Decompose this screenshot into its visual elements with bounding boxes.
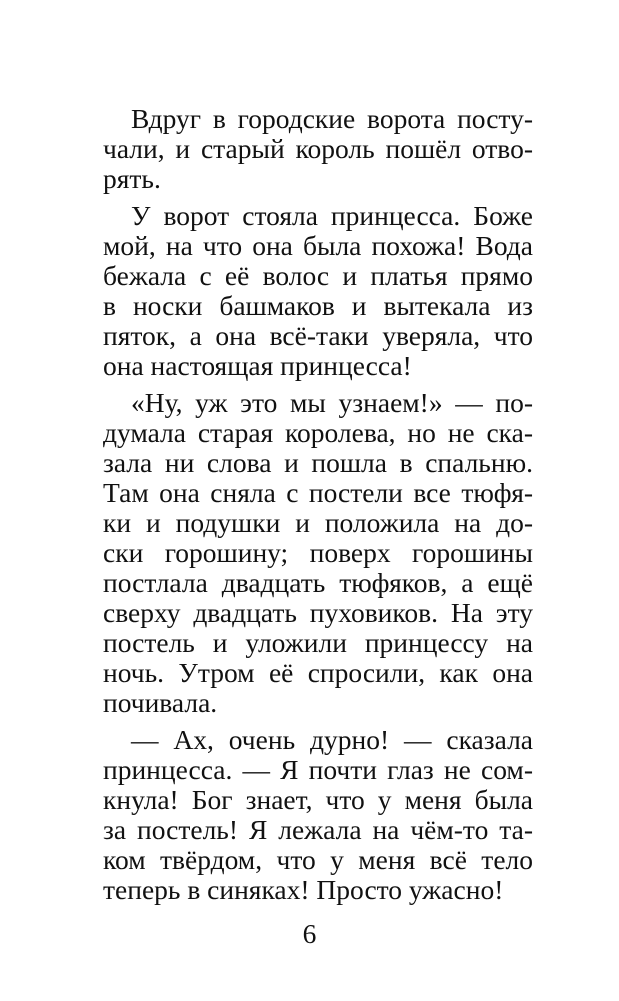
text-line: — Ах, очень дурно! — сказала bbox=[131, 724, 533, 755]
text-line: бежала с её волос и платья прямо bbox=[103, 260, 533, 291]
text-line: ком твёрдом, что у меня всё тело bbox=[103, 844, 533, 875]
text-line: она настоящая принцесса! bbox=[103, 350, 412, 381]
text-line: кнула! Бог знает, что у меня была bbox=[103, 784, 533, 815]
text-line: пяток, а она всё-таки уверяла, что bbox=[103, 320, 533, 351]
text-line: ночь. Утром её спросили, как она bbox=[103, 657, 533, 688]
text-line: постлала двадцать тюфяков, а ещё bbox=[103, 567, 533, 598]
text-line: за постель! Я лежала на чём-то та- bbox=[103, 814, 533, 845]
text-line: чали, и старый король пошёл отво- bbox=[103, 133, 533, 164]
text-line: мой, на что она была похожа! Вода bbox=[103, 230, 533, 261]
page-number: 6 bbox=[302, 918, 317, 949]
text-line: принцесса. — Я почти глаз не сом- bbox=[103, 754, 533, 785]
text-line: постель и уложили принцессу на bbox=[103, 627, 533, 658]
text-line: теперь в синяках! Просто ужасно! bbox=[103, 874, 504, 905]
text-line: У ворот стояла принцесса. Боже bbox=[131, 200, 533, 231]
text-line: рять. bbox=[103, 163, 161, 194]
text-line: почивала. bbox=[103, 687, 218, 718]
text-line: зала ни слова и пошла в спальню. bbox=[103, 447, 533, 478]
text-line: Вдруг в городские ворота посту- bbox=[131, 103, 533, 134]
text-line: в носки башмаков и вытекала из bbox=[103, 290, 533, 321]
text-line: думала старая королева, но не ска- bbox=[103, 417, 533, 448]
text-line: Там она сняла с постели все тюфя- bbox=[103, 477, 533, 508]
text-line: ски горошину; поверх горошины bbox=[103, 537, 533, 568]
text-line: сверху двадцать пуховиков. На эту bbox=[103, 597, 533, 628]
text-line: «Ну, уж это мы узнаем!» — по- bbox=[131, 387, 533, 418]
text-line: ки и подушки и положила на до- bbox=[103, 507, 533, 538]
